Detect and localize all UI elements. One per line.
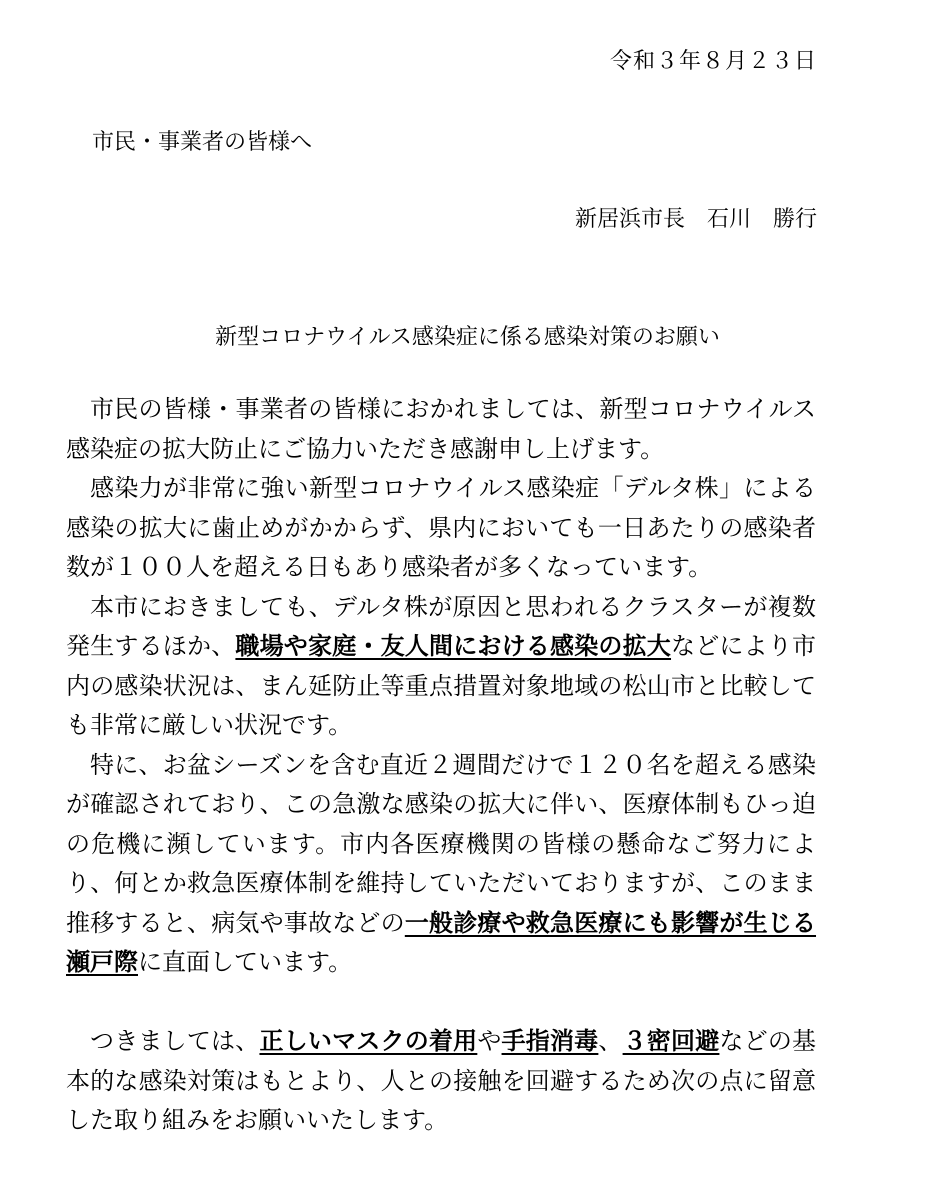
sender-title: 新居浜市長 — [574, 207, 685, 232]
sender — [575, 202, 817, 233]
paragraph-delta-variant: 感染力が非常に強い新型コロナウイルス感染症「デルタ株」による感染の拡大に歯止めがかからず、県内においても一日あたりの感染者数が１００人を超える日もあり感染者が多くなっています。 — [66, 474, 816, 581]
emphasis-medical-impact: 一般診療や救急医療にも影響が生じる瀬戸際 — [66, 908, 817, 976]
document-body — [66, 390, 816, 1141]
paragraph-text: などの基本的な感染対策はもとより、人との接触を回避するため次の点に留意した取り組みをお願いいたします。 — [66, 1027, 817, 1134]
sender-surname: 石川 — [706, 207, 751, 232]
paragraph-text: に直面しています。 — [138, 948, 353, 976]
paragraph-gratitude: 市民の皆様・事業者の皆様におかれましては、新型コロナウイルス感染症の拡大防止にご協力いただき感謝申し上げます。 — [66, 395, 816, 463]
paragraph-text: 本市におきましても、デルタ株が原因と思われるクラスターが複数発生するほか、 — [66, 592, 816, 660]
paragraph-city-situation — [66, 588, 816, 746]
emphasis-avoid-3c: ３密回避 — [622, 1027, 720, 1055]
paragraph-text: や — [477, 1027, 502, 1055]
emphasis-infection-spread: 職場や家庭・友人間における感染の拡大 — [235, 632, 672, 660]
paragraph-text: などにより市内の感染状況は、まん延防止等重点措置対象地域の松山市と比較しても非常に厳しい状況です。 — [66, 632, 817, 739]
paragraph-text: 、 — [598, 1027, 623, 1055]
emphasis-hand-disinfection: 手指消毒 — [501, 1027, 599, 1055]
emphasis-mask: 正しいマスクの着用 — [259, 1027, 478, 1055]
addressee: 市民・事業者の皆様へ — [92, 130, 313, 155]
paragraph-text: つきましては、 — [90, 1027, 260, 1055]
paragraph-text: 特に、お盆シーズンを含む直近２週間だけで１２０名を超える感染が確認されており、この急激な感染の拡大に伴い、医療体制もひっ迫の危機に瀕しています。市内各医療機関の皆様の懸命なご努力により、何とか救急医療体制を維持していただいておりますが、このまま推移すると、病気や事故などの — [66, 750, 816, 937]
sender-given-name: 勝行 — [772, 207, 817, 232]
paragraph-request — [66, 1022, 816, 1141]
paragraph-medical-crisis — [66, 746, 816, 983]
document-date: 令和３年８月２３日 — [609, 49, 817, 74]
document-title: 新型コロナウイルス感染症に係る感染対策のお願い — [215, 325, 720, 350]
